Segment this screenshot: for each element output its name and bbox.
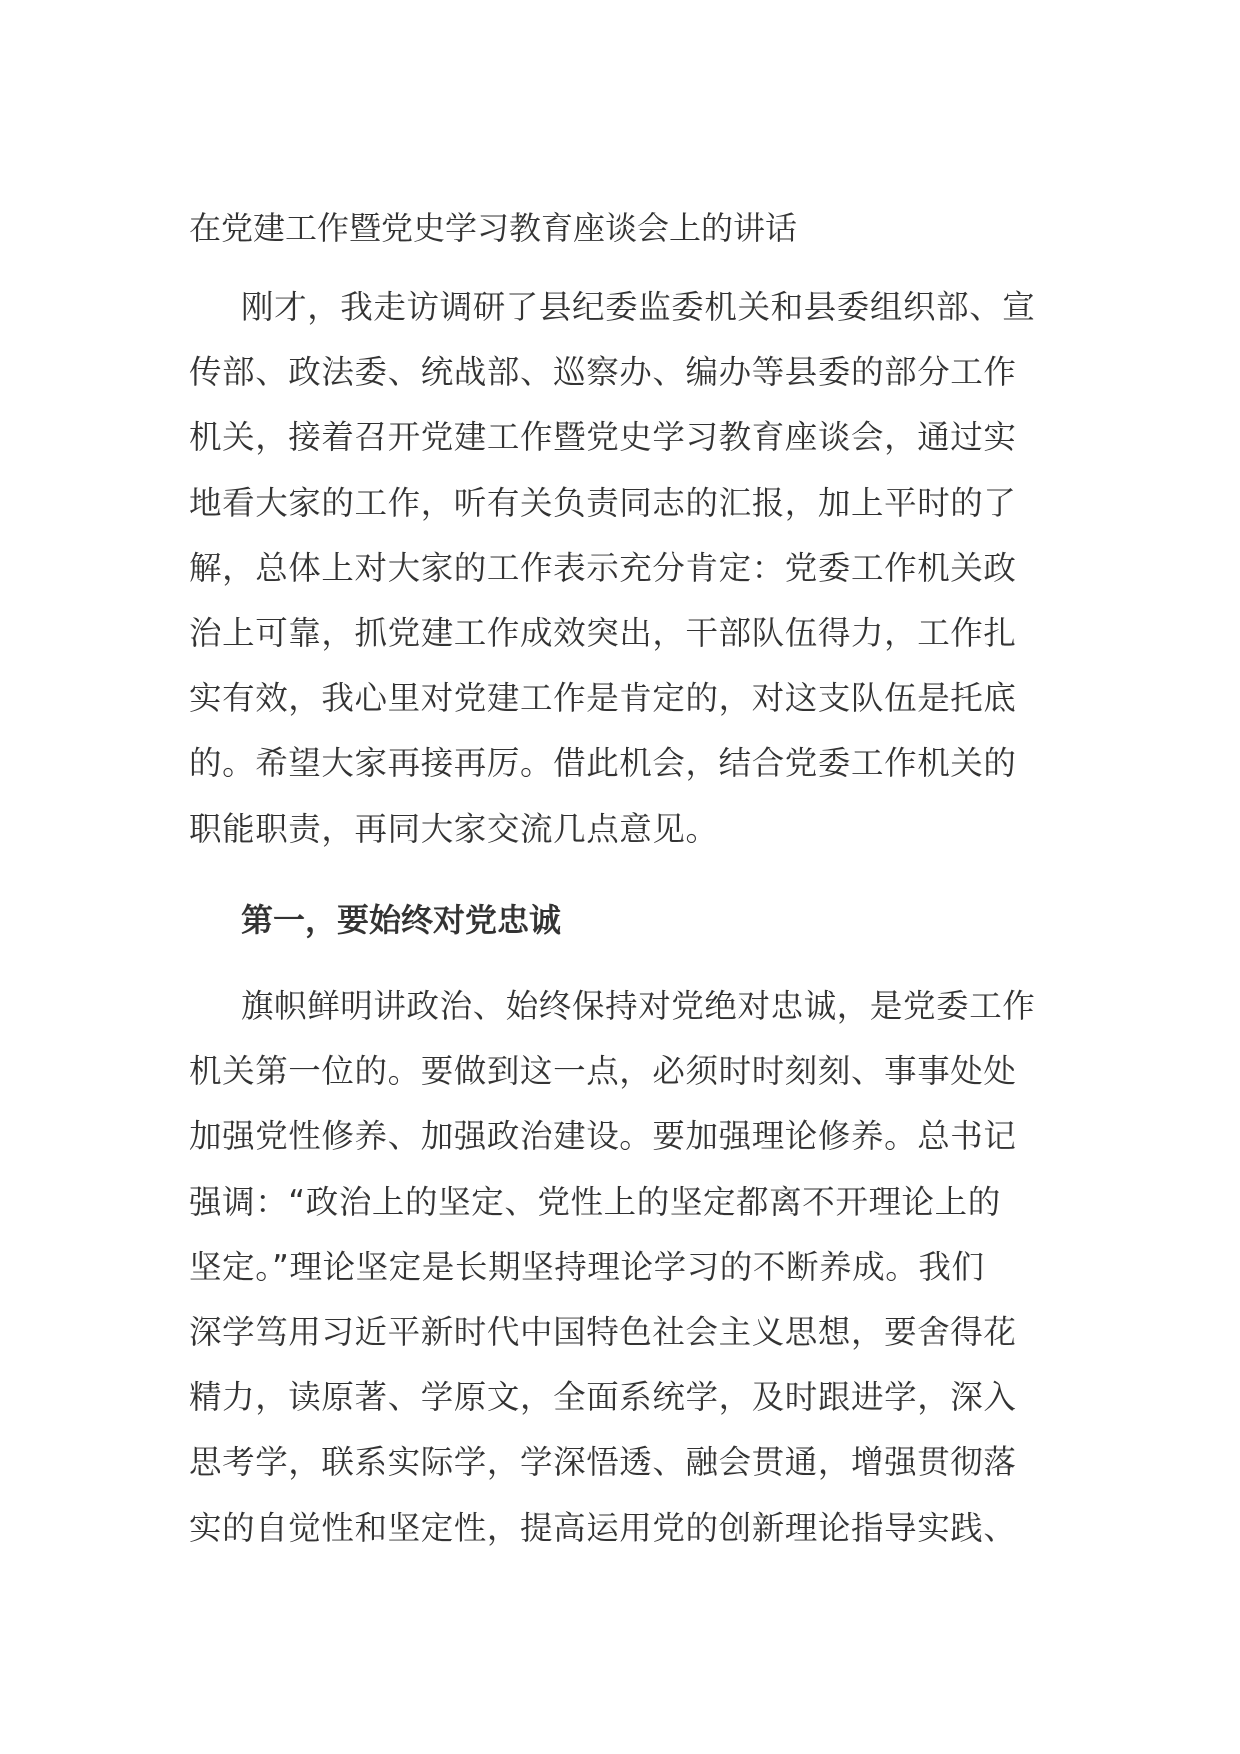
paragraph-line: 加强党性修养、加强政治建设。要加强理论修养。总书记: [189, 1117, 1017, 1156]
paragraph-line: 旗帜鲜明讲政治、始终保持对党绝对忠诚，是党委工作: [241, 987, 1036, 1025]
paragraph-line: 坚定。”理论坚定是长期坚持理论学习的不断养成。我们: [189, 1247, 985, 1286]
paragraph-line: 实的自觉性和坚定性，提高运用党的创新理论指导实践、: [189, 1508, 1017, 1547]
paragraph-line: 强调：“政治上的坚定、党性上的坚定都离不开理论上的: [189, 1182, 1001, 1221]
paragraph-line: 解，总体上对大家的工作表示充分肯定：党委工作机关政: [189, 548, 1017, 587]
paragraph-line: 地看大家的工作，听有关负责同志的汇报，加上平时的了: [189, 483, 1017, 522]
paragraph-line: 深学笃用习近平新时代中国特色社会主义思想，要舍得花: [189, 1312, 1017, 1351]
paragraph-line: 治上可靠，抓党建工作成效突出，干部队伍得力，工作扎: [189, 613, 1017, 652]
document-title: 在党建工作暨党史学习教育座谈会上的讲话: [189, 209, 798, 247]
paragraph-line: 职能职责，再同大家交流几点意见。: [189, 809, 719, 848]
paragraph-line: 传部、政法委、统战部、巡察办、编办等县委的部分工作: [189, 353, 1017, 392]
paragraph-loyalty: [189, 974, 1069, 1561]
paragraph-line: 机关，接着召开党建工作暨党史学习教育座谈会，通过实: [189, 418, 1017, 457]
paragraph-line: 思考学，联系实际学，学深悟透、融会贯通，增强贯彻落: [189, 1443, 1017, 1482]
paragraph-line: 的。希望大家再接再厉。借此机会，结合党委工作机关的: [189, 744, 1017, 783]
paragraph-intro: [189, 275, 1069, 862]
paragraph-line: 精力，读原著、学原文，全面系统学，及时跟进学，深入: [189, 1378, 1017, 1417]
paragraph-line: 刚才，我走访调研了县纪委监委机关和县委组织部、宣: [241, 288, 1036, 326]
section-heading: 第一，要始终对党忠诚: [241, 901, 562, 939]
paragraph-line: 机关第一位的。要做到这一点，必须时时刻刻、事事处处: [189, 1052, 1017, 1091]
paragraph-line: 实有效，我心里对党建工作是肯定的，对这支队伍是托底: [189, 679, 1017, 718]
